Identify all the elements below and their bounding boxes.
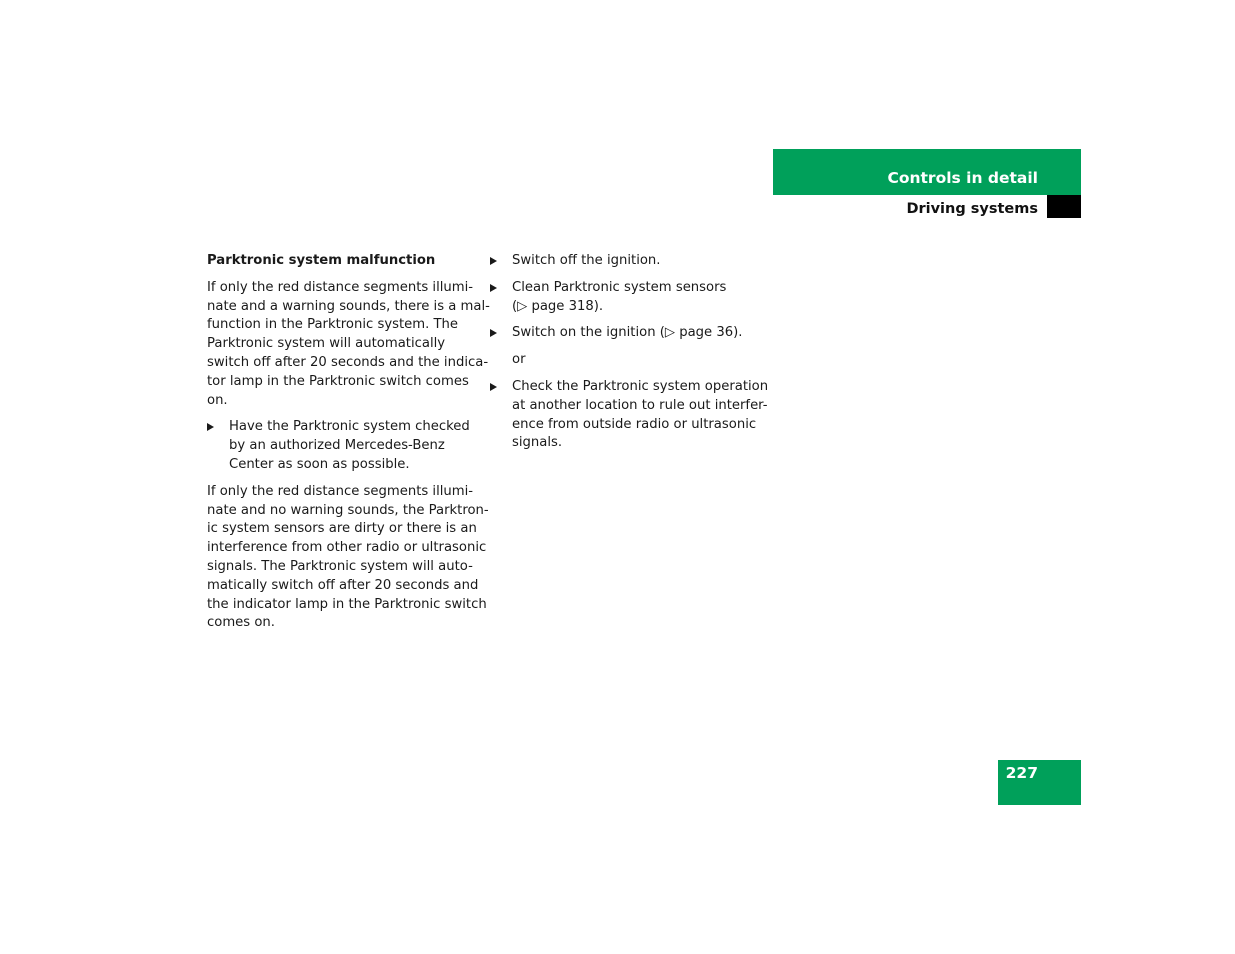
text-line: function in the Parktronic system. The [207, 317, 459, 333]
list-item-switch-on-ignition [490, 324, 760, 343]
bullet-arrow-icon [490, 257, 497, 265]
text-line: Parktronic system will automatically [207, 336, 446, 352]
section-header-bar [773, 149, 1081, 195]
text-line: ence from outside radio or ultrasonic [512, 416, 757, 432]
text-line: ic system sensors are dirty or there is an [207, 521, 477, 537]
paragraph-malfunction-warning [207, 279, 490, 411]
paragraph-no-warning [207, 483, 489, 633]
list-item-switch-off-ignition [490, 252, 760, 271]
page-number: 227 [1005, 764, 1038, 782]
or-separator: or [512, 352, 526, 368]
list-item-check-operation [490, 378, 769, 453]
text-line: Check the Parktronic system operation [512, 378, 769, 394]
bullet-arrow-icon [490, 284, 497, 292]
text-line: Switch on the ignition (▷ page 36). [512, 325, 743, 341]
text-line: Clean Parktronic system sensors [512, 279, 727, 295]
text-line: If only the red distance segments illumi- [207, 483, 474, 499]
section-heading: Parktronic system malfunction [207, 253, 436, 268]
list-item-clean-sensors [490, 279, 760, 317]
bullet-arrow-icon [490, 383, 497, 391]
text-line: nate and a warning sounds, there is a mal- [207, 298, 490, 314]
text-line: nate and no warning sounds, the Parktron- [207, 502, 489, 518]
page-number-box [998, 760, 1081, 805]
text-line: comes on. [207, 615, 275, 631]
subsection-title: Driving systems [906, 201, 1038, 217]
section-tab-marker [1047, 195, 1081, 218]
left-column [207, 252, 490, 641]
text-line: on. [207, 392, 228, 408]
text-line: interference from other radio or ultrasonic [207, 540, 487, 556]
text-line: by an authorized Mercedes-Benz [229, 438, 445, 454]
right-column [490, 252, 769, 461]
text-line: signals. The Parktronic system will auto- [207, 558, 473, 574]
text-line: Center as soon as possible. [229, 456, 410, 472]
text-line: the indicator lamp in the Parktronic switch [207, 596, 487, 612]
text-line: Switch off the ignition. [512, 253, 661, 268]
text-line: switch off after 20 seconds and the indica- [207, 354, 489, 370]
page-reference: (▷ page 318). [512, 298, 604, 314]
text-line: Have the Parktronic system checked [229, 419, 470, 435]
text-line: at another location to rule out interfer- [512, 397, 768, 413]
bullet-arrow-icon [490, 329, 497, 337]
text-line: matically switch off after 20 seconds and [207, 577, 479, 593]
bullet-arrow-icon [207, 423, 214, 431]
list-item-have-checked [207, 418, 479, 474]
text-line: signals. [512, 435, 563, 451]
section-title: Controls in detail [887, 169, 1038, 187]
text-line: If only the red distance segments illumi- [207, 279, 474, 295]
text-line: tor lamp in the Parktronic switch comes [207, 373, 469, 389]
